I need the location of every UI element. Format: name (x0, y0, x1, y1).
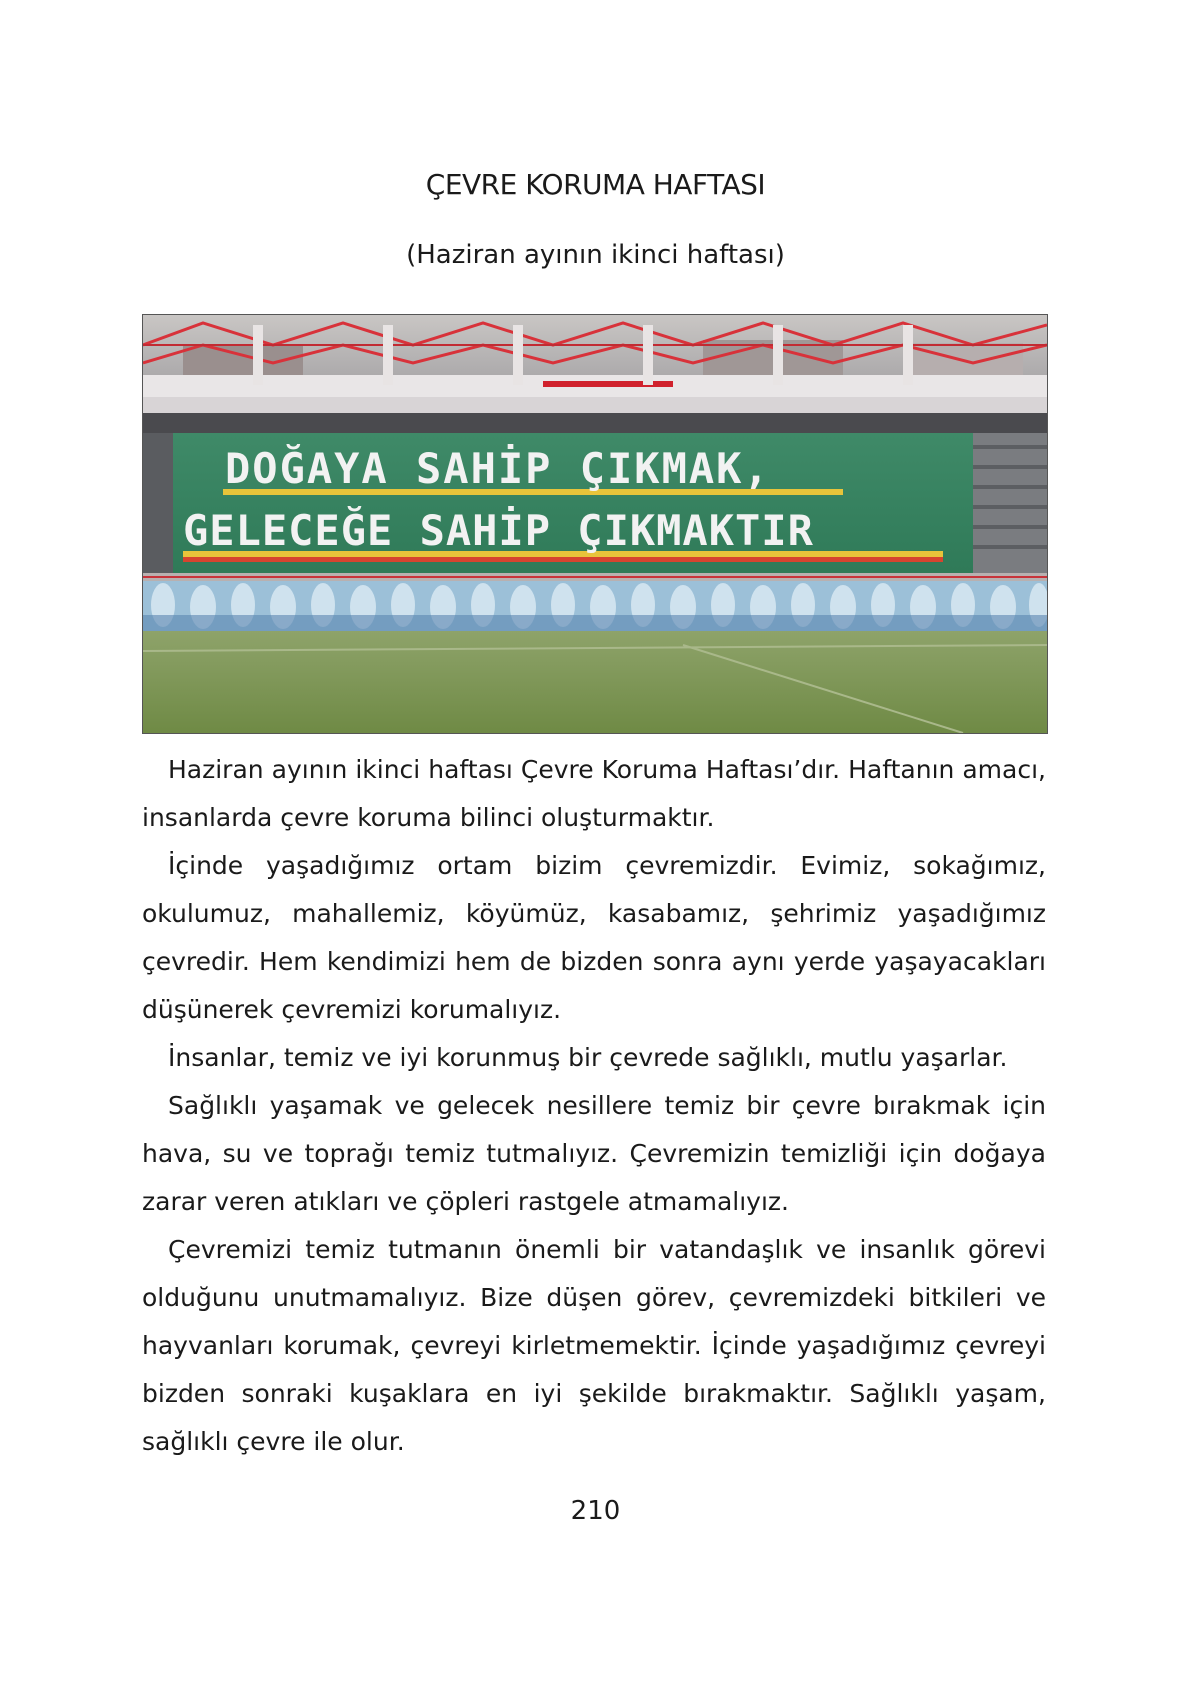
banner-line-1: DOĞAYA SAHİP ÇIKMAK, (225, 444, 771, 493)
paragraph: İçinde yaşadığımız ortam bizim çevremizdir. Evimiz, sokağımız, okulumuz, mahallemiz, köyümüz, kasabamız, şehrimiz yaşadığımız çevredir. Hem kendimizi hem de bizden sonra aynı yerde yaşayacakları düşünerek çevremizi korumalıyız. (142, 851, 1046, 1024)
paragraph: Haziran ayının ikinci haftası Çevre Koruma Haftası’dır. Haftanın amacı, insanlarda çevre koruma bilinci oluşturmaktır. (142, 755, 1046, 832)
stadium-photo (142, 314, 1048, 734)
paragraph: İnsanlar, temiz ve iyi korunmuş bir çevrede sağlıklı, mutlu yaşarlar. (168, 1043, 1008, 1072)
body-text (142, 746, 1046, 1466)
page-subtitle: (Haziran ayının ikinci haftası) (406, 240, 785, 270)
page-number: 210 (570, 1496, 621, 1526)
paragraph: Sağlıklı yaşamak ve gelecek nesillere temiz bir çevre bırakmak için hava, su ve toprağı temiz tutmalıyız. Çevremizin temizliği için doğaya zarar veren atıkları ve çöpleri rastgele atmamalıyız. (142, 1091, 1046, 1216)
banner-line-2: GELECEĞE SAHİP ÇIKMAKTIR (183, 506, 814, 555)
paragraph: Çevremizi temiz tutmanın önemli bir vatandaşlık ve insanlık görevi olduğunu unutmamalıyız. Bize düşen görev, çevremizdeki bitkileri ve hayvanları korumak, çevreyi kirletmemektir. İçinde yaşadığımız çevreyi bizden sonraki kuşaklara en iyi şekilde bırakmaktır. Sağlıklı yaşam, sağlıklı çevre ile olur. (142, 1235, 1046, 1456)
page-title: ÇEVRE KORUMA HAFTASI (425, 168, 766, 201)
